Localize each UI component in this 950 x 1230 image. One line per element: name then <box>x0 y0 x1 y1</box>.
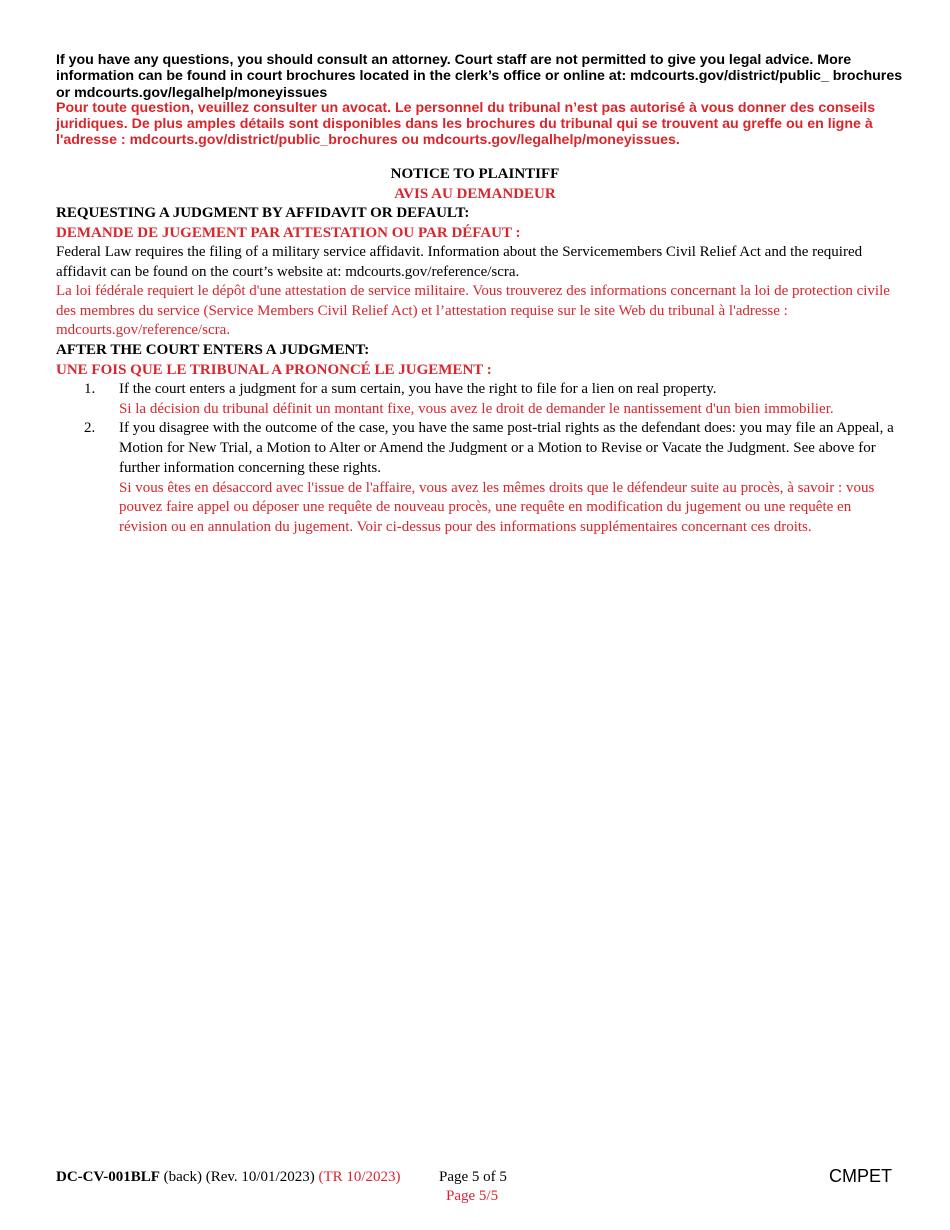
section-judgment-heading: AFTER THE COURT ENTERS A JUDGMENT: <box>56 342 370 358</box>
section-affidavit-body-french: La loi fédérale requiert le dépôt d'une attestation de service militaire. Vous trouverez des informations concernant la loi de protection civile des membres du service (Service Members Civil Relief Act) et l’attestation requise sur le site Web du tribunal à l'adresse : mdcourts.gov/reference/scra. <box>56 283 890 339</box>
translation-revision: (TR 10/2023) <box>318 1169 401 1185</box>
list-item-text: If you disagree with the outcome of the case, you have the same post-trial rights as the defendant does: you may file an Appeal, a Motion for New Trial, a Motion to Alter or Amend the Judgment or a Motion to Revise or Vacate the Judgment. See above for further information concerning these rights. <box>119 420 894 476</box>
form-identifier <box>56 1168 401 1186</box>
section-affidavit-heading-french: DEMANDE DE JUGEMENT PAR ATTESTATION OU PAR DÉFAUT : <box>56 225 521 241</box>
list-item <box>56 380 896 419</box>
judgment-rights-list <box>56 380 896 538</box>
list-item <box>56 419 896 537</box>
list-item-number: 2. <box>84 420 96 437</box>
list-item-text-french: Si la décision du tribunal définit un montant fixe, vous avez le droit de demander le nantissement d'un bien immobilier. <box>119 400 834 417</box>
notice-title: NOTICE TO PLAINTIFF <box>390 166 560 182</box>
page-number: Page 5 of 5 <box>439 1169 507 1185</box>
intro-english: If you have any questions, you should consult an attorney. Court staff are not permitted to give you legal advice. More information can be found in court brochures located in the clerk’s office or online at: mdcourts.gov/district/public_ brochures or mdcourts.gov/legalhelp/moneyissues <box>56 52 903 101</box>
form-revision: (back) (Rev. 10/01/2023) <box>163 1169 315 1185</box>
form-code: CMPET <box>829 1166 892 1186</box>
list-item-text: If the court enters a judgment for a sum certain, you have the right to file for a lien on real property. <box>119 381 717 397</box>
page-number-french: Page 5/5 <box>446 1188 499 1204</box>
notice-title-french: AVIS AU DEMANDEUR <box>394 186 556 202</box>
list-item-text-french: Si vous êtes en désaccord avec l'issue de l'affaire, vous avez les mêmes droits que le défendeur suite au procès, à savoir : vous pouvez faire appel ou déposer une requête de nouveau procès, une requête en modification du jugement ou une requête en révision ou en annulation du jugement. Voir ci-dessus pour des informations supplémentaires concernant ces droits. <box>119 479 875 535</box>
section-judgment-heading-french: UNE FOIS QUE LE TRIBUNAL A PRONONCÉ LE JUGEMENT : <box>56 362 492 378</box>
form-id: DC-CV-001BLF <box>56 1169 160 1185</box>
intro-french: Pour toute question, veuillez consulter un avocat. Le personnel du tribunal n’est pas autorisé à vous donner des conseils juridiques. De plus amples détails sont disponibles dans les brochures du tribunal qui se trouvent au greffe ou en ligne à l'adresse : mdcourts.gov/district/public_brochures ou mdcourts.gov/legalhelp/moneyissues. <box>56 100 876 148</box>
section-affidavit-body: Federal Law requires the filing of a military service affidavit. Information about the Servicemembers Civil Relief Act and the required affidavit can be found on the court’s website at: mdcourts.gov/reference/scra. <box>56 244 863 280</box>
list-item-number: 1. <box>84 381 96 397</box>
section-affidavit-heading: REQUESTING A JUDGMENT BY AFFIDAVIT OR DEFAULT: <box>56 205 470 221</box>
